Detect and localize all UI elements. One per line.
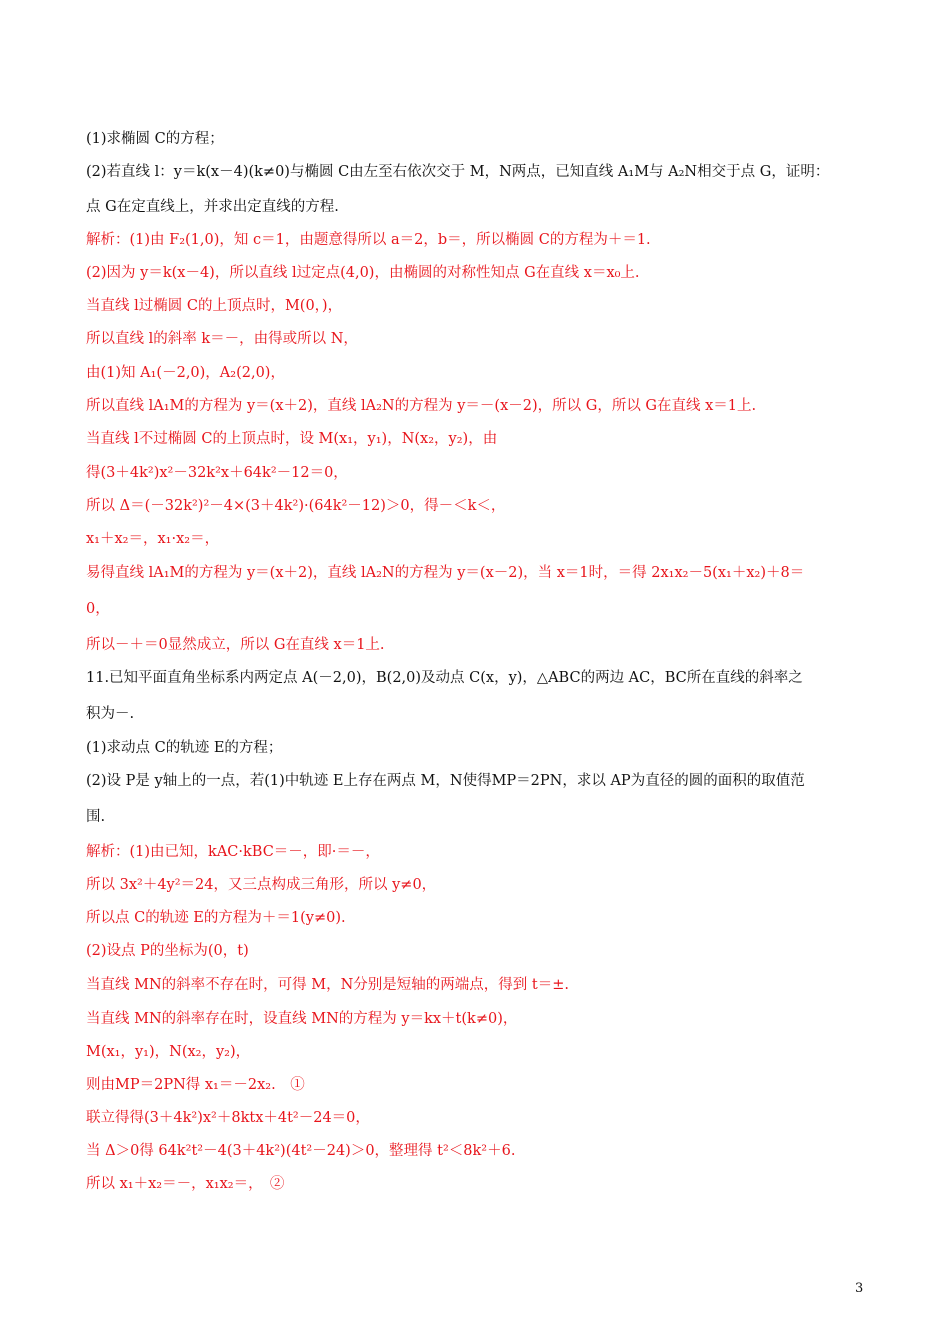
text-line: 所以 3x²＋4y²＝24，又三点构成三角形，所以 y≠0， [86, 877, 437, 893]
text-line: (2)设 P是 y轴上的一点，若(1)中轨迹 E上存在两点 M，N使得MP＝2PN，求以 AP为直径的圆的面积的取值范 [86, 773, 805, 789]
text-line: 点 G在定直线上，并求出定直线的方程. [86, 199, 339, 215]
text-line: 得(3＋4k²)x²－32k²x＋64k²－12＝0， [86, 465, 348, 481]
text-line: 所以 Δ＝(－32k²)²－4×(3＋4k²)·(64k²－12)＞0，得－＜k＜， [86, 498, 506, 514]
text-line: 当直线 MN的斜率存在时，设直线 MN的方程为 y＝kx＋t(k≠0)， [86, 1011, 518, 1027]
text-line: 由(1)知 A₁(－2,0)，A₂(2,0)， [86, 365, 285, 381]
text-line: 当直线 l过椭圆 C的上顶点时，M(0，)， [86, 298, 343, 314]
text-line: 0， [86, 601, 110, 617]
text-line: 当 Δ＞0得 64k²t²－4(3＋4k²)(4t²－24)＞0，整理得 t²＜8k²＋6. [86, 1143, 516, 1159]
text-line: (2)因为 y＝k(x－4)，所以直线 l过定点(4,0)，由椭圆的对称性知点 G在直线 x＝x₀上. [86, 265, 640, 281]
text-line: 所以－＋＝0显然成立，所以 G在直线 x＝1上. [86, 637, 385, 653]
text-line: 所以 x₁＋x₂＝－，x₁x₂＝， ② [86, 1176, 285, 1192]
text-line: (1)求椭圆 C的方程； [86, 131, 224, 147]
text-line: 易得直线 lA₁M的方程为 y＝(x＋2)，直线 lA₂N的方程为 y＝(x－2)，当 x＝1时，＝得 2x₁x₂－5(x₁＋x₂)＋8＝ [86, 565, 805, 581]
text-line: 所以直线 lA₁M的方程为 y＝(x＋2)，直线 lA₂N的方程为 y＝－(x－2)，所以 G，所以 G在直线 x＝1上. [86, 398, 757, 414]
text-line: (2)设点 P的坐标为(0，t) [86, 943, 249, 959]
text-line: 联立得得(3＋4k²)x²＋8ktx＋4t²－24＝0， [86, 1110, 370, 1126]
text-line: 11.已知平面直角坐标系内两定点 A(－2,0)，B(2,0)及动点 C(x，y)，△ABC的两边 AC，BC所在直线的斜率之 [86, 670, 803, 686]
text-line: 所以点 C的轨迹 E的方程为＋＝1(y≠0). [86, 910, 346, 926]
text-line: 当直线 MN的斜率不存在时，可得 M，N分别是短轴的两端点，得到 t＝±. [86, 977, 569, 993]
text-line: (2)若直线 l：y＝k(x－4)(k≠0)与椭圆 C由左至右依次交于 M，N两点，已知直线 A₁M与 A₂N相交于点 G，证明： [86, 164, 830, 180]
text-line: 解析：(1)由 F₂(1,0)，知 c＝1，由题意得所以 a＝2，b＝，所以椭圆 C的方程为＋＝1. [86, 232, 651, 248]
text-line: 围. [86, 809, 106, 825]
text-line: M(x₁，y₁)，N(x₂，y₂)， [86, 1044, 251, 1060]
text-line: (1)求动点 C的轨迹 E的方程； [86, 740, 283, 756]
page-number: 3 [855, 1281, 864, 1296]
text-line: 所以直线 l的斜率 k＝－，由得或所以 N， [86, 331, 358, 347]
text-line: 则由MP＝2PN得 x₁＝－2x₂. ① [86, 1077, 305, 1093]
text-line: 积为－. [86, 706, 135, 722]
text-line: x₁＋x₂＝，x₁·x₂＝， [86, 531, 220, 547]
text-line: 解析：(1)由已知，kAC·kBC＝－，即·＝－， [86, 844, 380, 860]
text-line: 当直线 l不过椭圆 C的上顶点时，设 M(x₁，y₁)，N(x₂，y₂)，由 [86, 431, 498, 447]
